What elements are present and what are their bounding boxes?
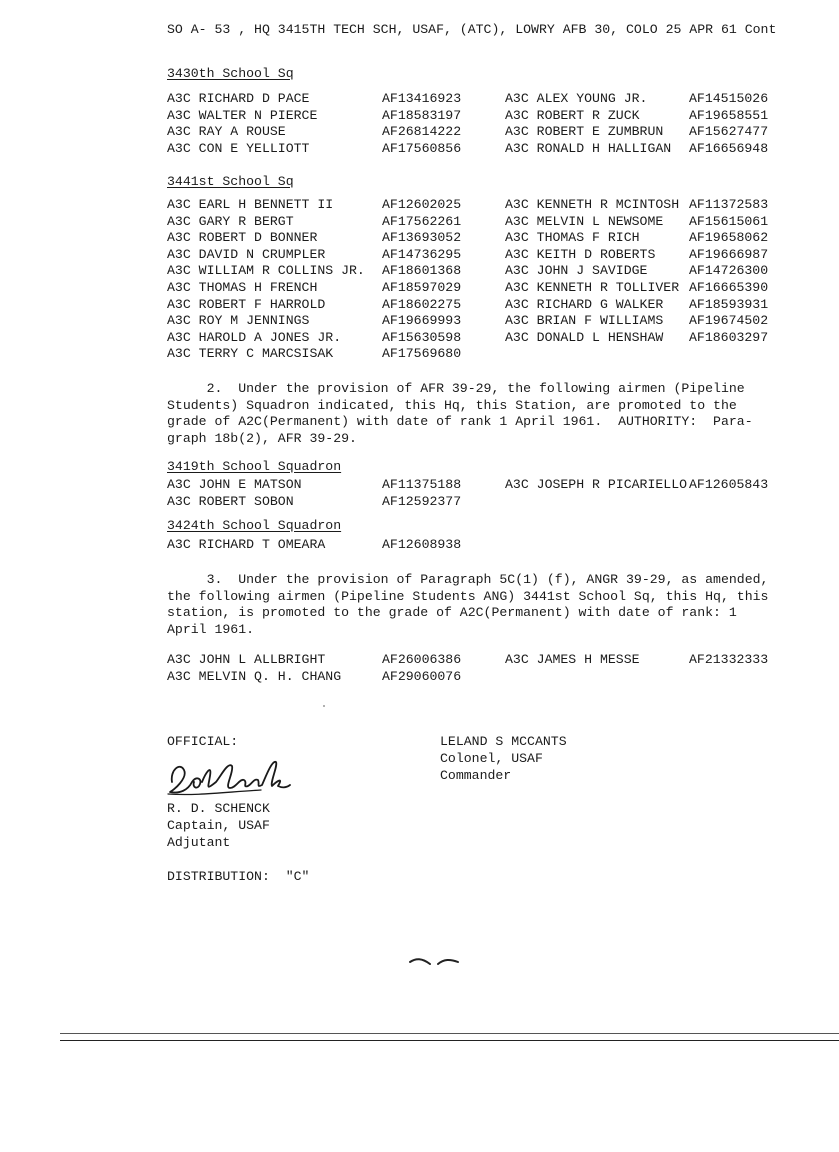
paper-speck [323,705,325,707]
document-header: SO A- 53 , HQ 3415TH TECH SCH, USAF, (ATC), LOWRY AFB 30, COLO 25 APR 61 Cont [167,22,777,37]
service-number: AF26006386 [382,652,462,667]
member-name: A3C JOSEPH R PICARIELLO [505,477,688,492]
service-number: AF14726300 [689,263,769,279]
paragraph-line: grade of A2C(Permanent) with date of rank 1 April 1961. AUTHORITY: Para- [167,414,753,429]
member-name: A3C KEITH D ROBERTS [505,246,656,262]
paragraph-line: the following airmen (Pipeline Students ANG) 3441st School Sq, this Hq, this [167,588,769,604]
roster-row [167,346,807,363]
member-name: A3C RAY A ROUSE [167,124,286,139]
member-name: A3C RICHARD G WALKER [505,296,664,312]
roster-row [167,297,807,314]
service-number: AF16665390 [689,280,769,295]
member-name: A3C THOMAS H FRENCH [167,280,318,295]
member-name: A3C DONALD L HENSHAW [505,329,664,345]
service-number: AF14515026 [689,91,769,106]
member-name: A3C ROBERT SOBON [167,493,294,509]
service-number: AF13693052 [382,230,462,246]
member-name: A3C ALEX YOUNG JR. [505,91,648,106]
official-rank: Captain, USAF [167,818,270,833]
squadron-title-3424th: 3424th School Squadron [167,518,342,533]
official-name: R. D. SCHENCK [167,801,270,816]
service-number: AF19669993 [382,313,462,329]
roster-row [167,280,807,297]
service-number: AF18583197 [382,107,462,123]
member-name: A3C ROBERT D BONNER [167,230,318,246]
service-number: AF12608938 [382,537,462,552]
service-number: AF16656948 [689,140,769,156]
service-number: AF17560856 [382,140,462,156]
roster-row [167,330,807,347]
commander-rank: Colonel, USAF [440,751,543,766]
roster-row [167,669,807,686]
squadron-title-3441st: 3441st School Sq [167,174,294,189]
roster-row [167,537,807,554]
official-title: Adjutant [167,835,231,850]
service-number: AF18601368 [382,263,462,279]
roster-row [167,477,807,494]
member-name: A3C EARL H BENNETT II [167,197,334,212]
member-name: A3C WILLIAM R COLLINS JR. [167,263,365,279]
paragraph-3 [167,572,797,638]
roster-row [167,91,807,108]
paragraph-line: 3. Under the provision of Paragraph 5C(1) (f), ANGR 39-29, as amended, [167,572,769,587]
service-number: AF19666987 [689,246,769,262]
roster-row [167,108,807,125]
commander-name: LELAND S MCCANTS [440,734,567,749]
service-number: AF11372583 [689,197,769,212]
service-number: AF14736295 [382,246,462,262]
member-name: A3C JOHN E MATSON [167,477,302,492]
paragraph-line: April 1961. [167,621,255,637]
service-number: AF29060076 [382,668,462,684]
official-label: OFFICIAL: [167,734,239,749]
member-name: A3C MELVIN Q. H. CHANG [167,668,342,684]
distribution: DISTRIBUTION: "C" [167,869,310,884]
service-number: AF18603297 [689,329,769,345]
service-number: AF26814222 [382,124,462,139]
service-number: AF19674502 [689,313,769,329]
member-name: A3C ROBERT R ZUCK [505,107,640,123]
roster-row [167,214,807,231]
service-number: AF19658062 [689,230,769,246]
service-number: AF11375188 [382,477,462,492]
member-name: A3C THOMAS F RICH [505,230,640,246]
member-name: A3C KENNETH R MCINTOSH [505,197,680,212]
commander-title: Commander [440,768,512,783]
roster-row [167,141,807,158]
service-number: AF21332333 [689,652,769,667]
member-name: A3C JOHN L ALLBRIGHT [167,652,326,667]
page-end-mark [408,956,460,970]
squadron-title-3419th: 3419th School Squadron [167,459,342,474]
service-number: AF15630598 [382,329,462,345]
service-number: AF15627477 [689,124,769,139]
squadron-title-3430th: 3430th School Sq [167,66,294,81]
member-name: A3C CON E YELLIOTT [167,140,310,156]
member-name: A3C ROY M JENNINGS [167,313,310,329]
paragraph-line: Students) Squadron indicated, this Hq, this Station, are promoted to the [167,397,737,413]
paragraph-line: 2. Under the provision of AFR 39-29, the following airmen (Pipeline [167,381,745,396]
member-name: A3C BRIAN F WILLIAMS [505,313,664,329]
member-name: A3C TERRY C MARCSISAK [167,346,334,362]
service-number: AF12602025 [382,197,462,212]
roster-row [167,652,807,669]
service-number: AF17569680 [382,346,462,362]
member-name: A3C ROBERT F HARROLD [167,296,326,312]
roster-row [167,247,807,264]
roster-row [167,313,807,330]
handwritten-signature [166,752,291,802]
member-name: A3C WALTER N PIERCE [167,107,318,123]
page-edge-line [60,1040,839,1041]
member-name: A3C KENNETH R TOLLIVER [505,280,680,295]
paragraph-line: graph 18b(2), AFR 39-29. [167,430,357,446]
member-name: A3C HAROLD A JONES JR. [167,329,342,345]
member-name: A3C MELVIN L NEWSOME [505,213,664,229]
service-number: AF19658551 [689,107,769,123]
service-number: AF13416923 [382,91,462,106]
member-name: A3C ROBERT E ZUMBRUN [505,124,664,139]
roster-row [167,197,807,214]
service-number: AF17562261 [382,213,462,229]
service-number: AF12605843 [689,477,769,492]
member-name: A3C RONALD H HALLIGAN [505,140,672,156]
paragraph-line: station, is promoted to the grade of A2C(Permanent) with date of rank: 1 [167,605,737,620]
page-edge-line [60,1033,839,1034]
service-number: AF18602275 [382,296,462,312]
service-number: AF15615061 [689,213,769,229]
paragraph-2 [167,381,797,447]
roster-row [167,494,807,511]
member-name: A3C DAVID N CRUMPLER [167,246,326,262]
service-number: AF12592377 [382,493,462,509]
roster-row [167,263,807,280]
member-name: A3C RICHARD T OMEARA [167,537,326,552]
member-name: A3C JOHN J SAVIDGE [505,263,648,279]
member-name: A3C RICHARD D PACE [167,91,310,106]
roster-row [167,124,807,141]
member-name: A3C GARY R BERGT [167,213,294,229]
service-number: AF18597029 [382,280,462,295]
roster-row [167,230,807,247]
member-name: A3C JAMES H MESSE [505,652,640,667]
service-number: AF18593931 [689,296,769,312]
